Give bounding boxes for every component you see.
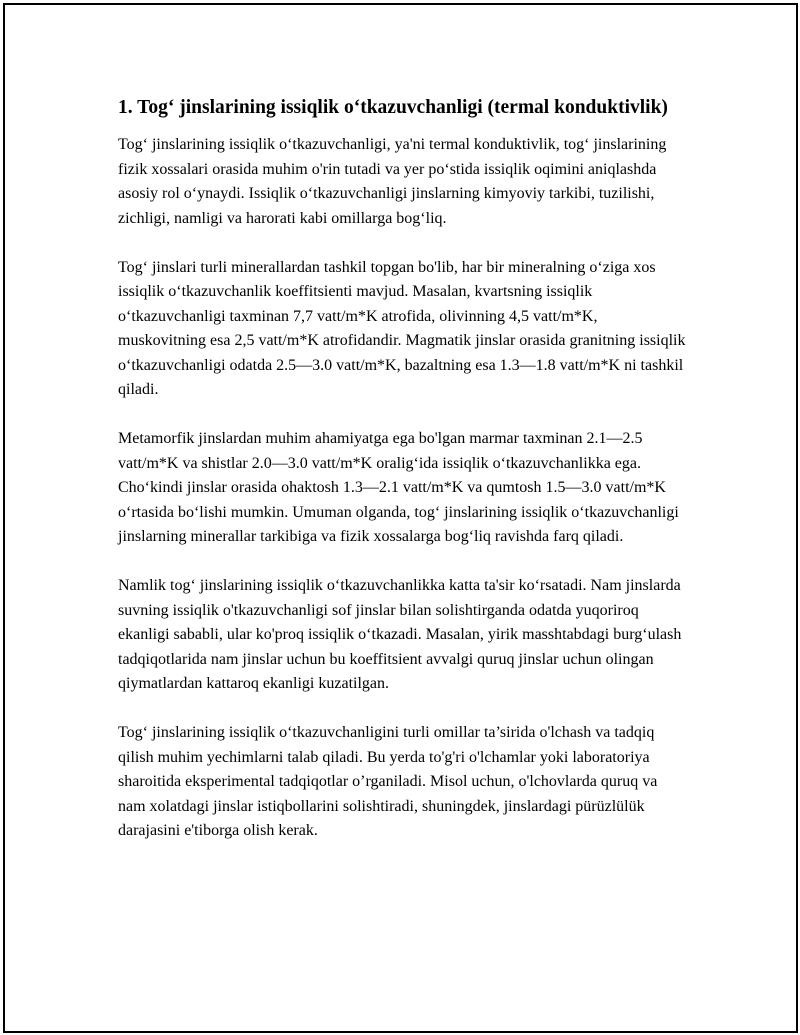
paragraph-intro: Tog‘ jinslarining issiqlik o‘tkazuvchanligi, ya'ni termal konduktivlik, tog‘ jinslarining fizik xossalari orasida muhim o'rin tutadi va yer po‘stida issiqlik oqimini aniqlashda asosiy rol o‘ynaydi. Issiqlik o‘tkazuvchanligi jinslarning kimyoviy tarkibi, tuzilishi, zichligi, namligi va harorati kabi omillarga bog‘liq. [118, 136, 667, 227]
document-body [118, 94, 686, 868]
paragraph-minerals: Tog‘ jinslari turli minerallardan tashkil topgan bo'lib, har bir mineralning o‘ziga xos issiqlik o‘tkazuvchanlik koeffitsienti mavjud. Masalan, kvartsning issiqlik o‘tkazuvchanligi taxminan 7,7 vatt/m*K atrofida, olivinning 4,5 vatt/m*K, muskovitning esa 2,5 vatt/m*K atrofidandir. Magmatik jinslar orasida granitning issiqlik o‘tkazuvchanligi odatda 2.5—3.0 vatt/m*K, bazaltning esa 1.3—1.8 vatt/m*K ni tashkil qiladi. [118, 258, 686, 398]
section-title: 1. Tog‘ jinslarining issiqlik o‘tkazuvchanligi (termal konduktivlik) [118, 97, 668, 118]
paragraph-metamorphic: Metamorfik jinslardan muhim ahamiyatga ega bo'lgan marmar taxminan 2.1—2.5 vatt/m*K va shistlar 2.0—3.0 vatt/m*K oralig‘ida issiqlik o‘tkazuvchanlikka ega. Cho‘kindi jinslar orasida ohaktosh 1.3—2.1 vatt/m*K va qumtosh 1.5—3.0 vatt/m*K o‘rtasida bo‘lishi mumkin. Umuman olganda, tog‘ jinslarining issiqlik o‘tkazuvchanligi jinslarning minerallar tarkibiga va fizik xossalarga bog‘liq ravishda farq qiladi. [118, 430, 679, 545]
paragraph-moisture: Namlik tog‘ jinslarining issiqlik o‘tkazuvchanlikka katta ta'sir ko‘rsatadi. Nam jinslarda suvning issiqlik o'tkazuvchanligi sof jinslar bilan solishtirganda odatda yuqoriroq ekanligi sababli, ular ko'proq issiqlik o‘tkazadi. Masalan, yirik masshtabdagi burg‘ulash tadqiqotlarida nam jinslar uchun bu koeffitsient avvalgi quruq jinslar uchun olingan qiymatlardan kattaroq ekanligi kuzatilgan. [118, 577, 682, 692]
paragraph-measurement: Tog‘ jinslarining issiqlik o‘tkazuvchanligini turli omillar ta’sirida o'lchash va tadqiq qilish muhim yechimlarni talab qiladi. Bu yerda to'g'ri o'lchamlar yoki laboratoriya sharoitida eksperimental tadqiqotlar o’rganiladi. Misol uchun, o'lchovlarda quruq va nam xolatdagi jinslar istiqbollarini solishtiradi, shuningdek, jinslardagi pürüzlülük darajasini e'tiborga olish kerak. [118, 724, 658, 839]
